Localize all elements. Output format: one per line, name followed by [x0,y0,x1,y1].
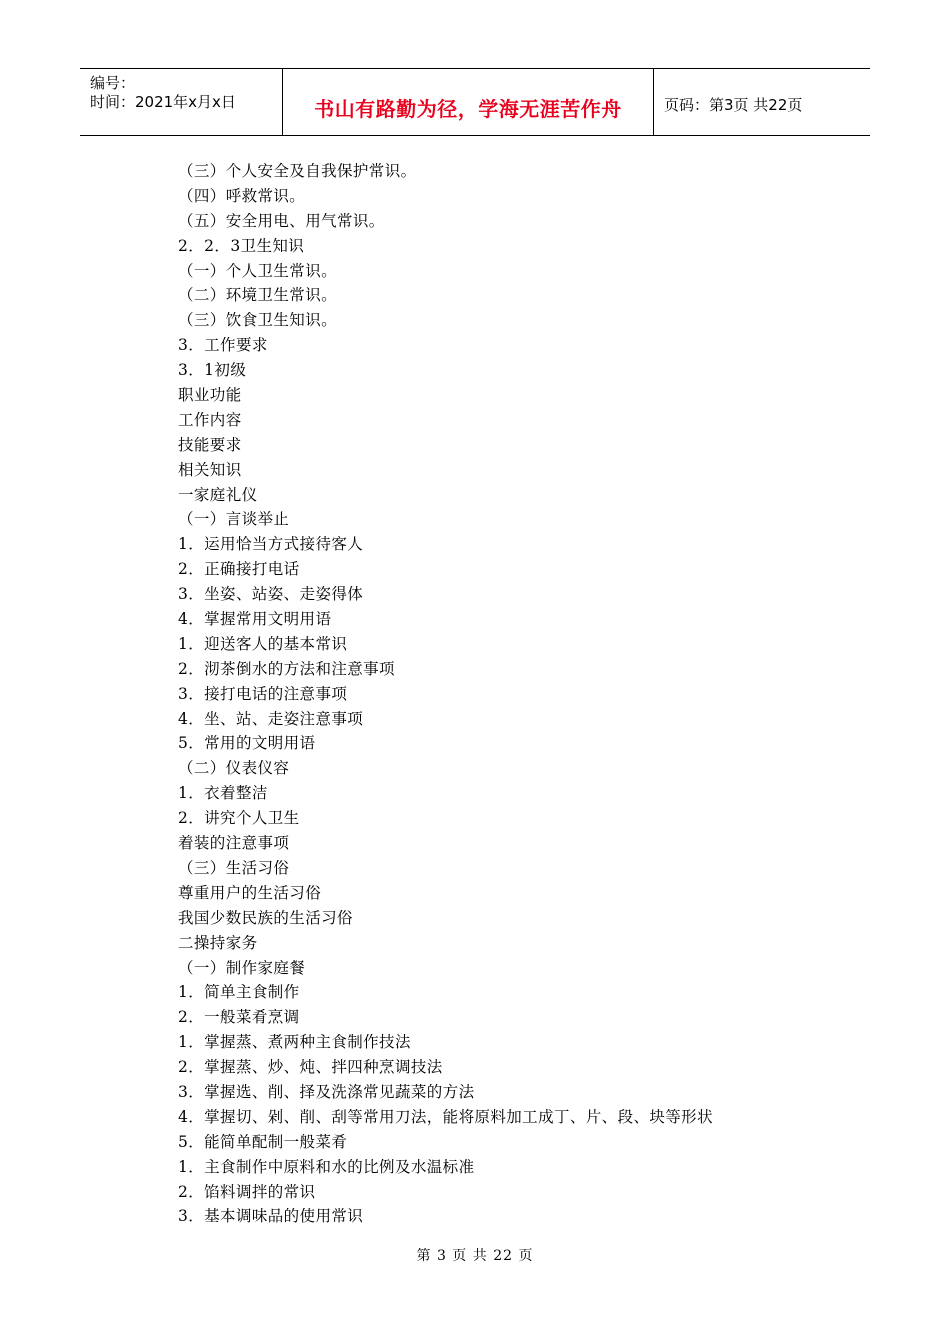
page-header [80,68,870,136]
text-line: （一）言谈举止 [178,510,290,529]
text-line: 2．讲究个人卫生 [178,809,300,828]
text-line: （二）仪表仪容 [178,759,290,778]
text-line: （一）制作家庭餐 [178,958,306,977]
text-line: 二操持家务 [178,933,258,952]
text-line: （三）生活习俗 [178,858,290,877]
text-line: 3．坐姿、站姿、走姿得体 [178,585,364,604]
text-line: 一家庭礼仪 [178,485,258,504]
text-line: 3．掌握选、削、择及洗涤常见蔬菜的方法 [178,1082,475,1101]
text-line: 2．正确接打电话 [178,560,300,579]
header-page-cell [654,69,870,135]
text-line: 2．馅料调拌的常识 [178,1182,316,1201]
page-footer: 第 3 页 共 22 页 [416,1248,534,1264]
text-line: 3．1初级 [178,361,247,380]
text-line: 4．掌握常用文明用语 [178,610,332,629]
text-line: 1．主食制作中原料和水的比例及水温标准 [178,1157,475,1176]
text-line: （一）个人卫生常识。 [178,261,338,280]
header-page-info: 页码：第3页 共22页 [664,96,803,114]
text-line: 相关知识 [178,460,242,479]
text-line: （三）个人安全及自我保护常识。 [178,162,417,180]
text-line: 技能要求 [178,435,242,454]
text-line: （五）安全用电、用气常识。 [178,211,385,230]
text-line: 3．基本调味品的使用常识 [178,1207,364,1226]
text-line: 着装的注意事项 [178,834,290,853]
text-line: 1．衣着整洁 [178,784,268,803]
text-line: 4．掌握切、剁、削、刮等常用刀法，能将原料加工成丁、片、段、块等形状 [178,1107,713,1126]
text-line: （三）饮食卫生知识。 [178,311,338,330]
text-line: （二）环境卫生常识。 [178,286,338,305]
header-motto-cell [282,69,654,135]
document-time-label: 时间：2021年x月x日 [90,93,236,111]
text-line: 2．2．3卫生知识 [178,236,305,255]
header-meta-cell [80,69,282,135]
header-motto: 书山有路勤为径，学海无涯苦作舟 [314,97,622,121]
text-line: （四）呼救常识。 [178,186,306,205]
text-line: 尊重用户的生活习俗 [178,883,322,902]
text-line: 5．常用的文明用语 [178,734,316,753]
text-line: 2．沏茶倒水的方法和注意事项 [178,659,395,678]
text-line: 1．迎送客人的基本常识 [178,634,348,653]
text-line: 1．掌握蒸、煮两种主食制作技法 [178,1033,411,1052]
text-line: 2．掌握蒸、炒、炖、拌四种烹调技法 [178,1058,443,1077]
text-line: 1．运用恰当方式接待客人 [178,535,364,554]
text-line: 工作内容 [178,410,242,429]
text-line: 1．简单主食制作 [178,983,300,1002]
text-line: 5．能简单配制一般菜肴 [178,1132,348,1151]
text-line: 职业功能 [178,386,242,405]
text-line: 2．一般菜肴烹调 [178,1008,300,1027]
document-body [178,159,868,1229]
text-line: 我国少数民族的生活习俗 [178,908,353,927]
text-line: 3．工作要求 [178,336,268,355]
text-line: 3．接打电话的注意事项 [178,684,348,703]
document-number-label: 编号： [90,74,136,92]
text-line: 4．坐、站、走姿注意事项 [178,709,364,728]
